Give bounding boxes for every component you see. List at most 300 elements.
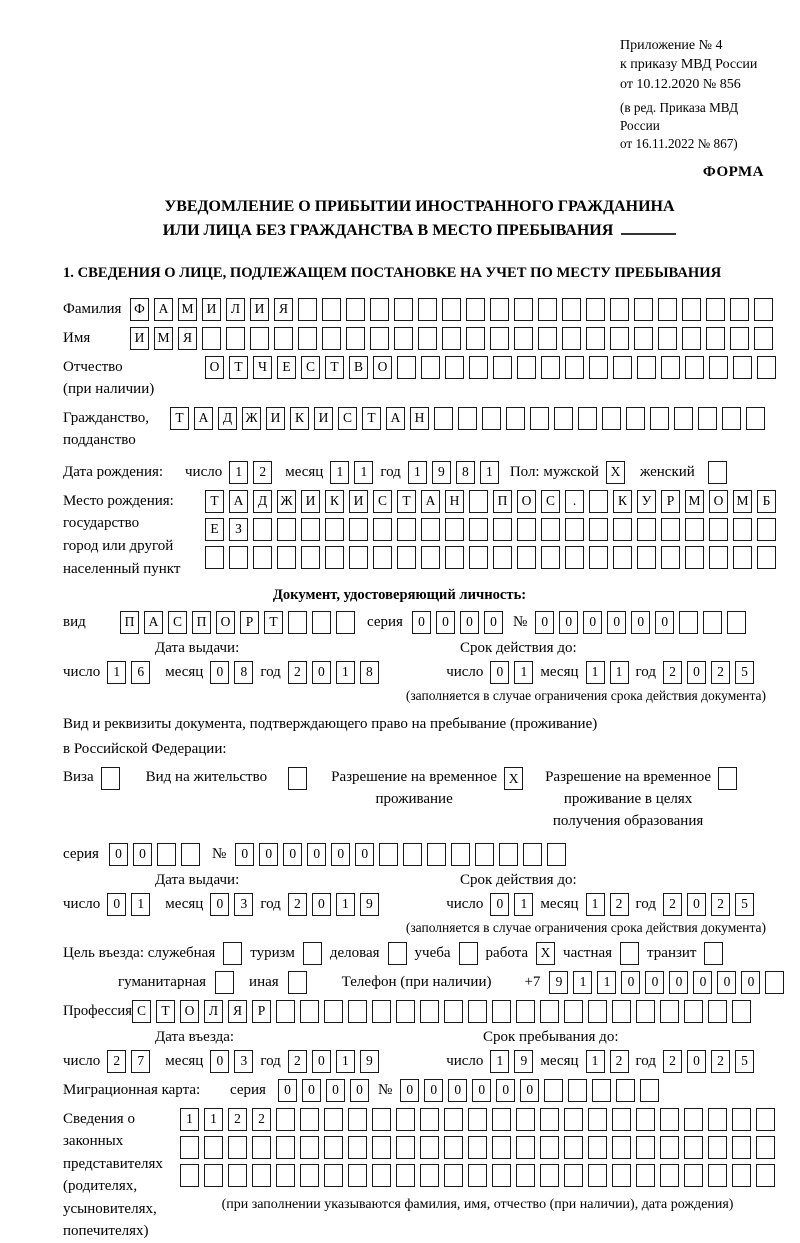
char-cell[interactable] bbox=[602, 407, 621, 430]
char-cell[interactable] bbox=[434, 407, 453, 430]
char-cell[interactable] bbox=[730, 298, 749, 321]
char-cell[interactable] bbox=[660, 1136, 679, 1159]
char-cell[interactable] bbox=[300, 1136, 319, 1159]
char-cell[interactable] bbox=[324, 1136, 343, 1159]
char-cell[interactable] bbox=[709, 518, 728, 541]
char-cell[interactable] bbox=[565, 546, 584, 569]
char-cell[interactable]: . bbox=[565, 490, 584, 513]
char-cell[interactable] bbox=[530, 407, 549, 430]
char-cell[interactable]: Н bbox=[410, 407, 429, 430]
char-cell[interactable] bbox=[325, 546, 344, 569]
char-cell[interactable] bbox=[444, 1164, 463, 1187]
char-cell[interactable] bbox=[718, 767, 737, 790]
char-cell[interactable] bbox=[684, 1136, 703, 1159]
char-cell[interactable]: С bbox=[168, 611, 187, 634]
char-cell[interactable]: М bbox=[733, 490, 752, 513]
char-cell[interactable] bbox=[466, 298, 485, 321]
char-cell[interactable]: А bbox=[144, 611, 163, 634]
char-cell[interactable] bbox=[228, 1164, 247, 1187]
char-cell[interactable]: X bbox=[504, 767, 523, 790]
char-cell[interactable] bbox=[708, 1000, 727, 1023]
char-cell[interactable] bbox=[588, 1108, 607, 1131]
char-cell[interactable]: 0 bbox=[687, 661, 706, 684]
char-cell[interactable]: 0 bbox=[424, 1079, 443, 1102]
char-cell[interactable] bbox=[388, 942, 407, 965]
char-cell[interactable] bbox=[541, 356, 560, 379]
char-cell[interactable] bbox=[372, 1108, 391, 1131]
char-cell[interactable] bbox=[288, 971, 307, 994]
char-cell[interactable]: С bbox=[132, 1000, 151, 1023]
char-cell[interactable] bbox=[685, 356, 704, 379]
char-cell[interactable] bbox=[468, 1164, 487, 1187]
char-cell[interactable]: 0 bbox=[693, 971, 712, 994]
char-cell[interactable] bbox=[756, 1108, 775, 1131]
char-cell[interactable] bbox=[589, 518, 608, 541]
char-cell[interactable] bbox=[588, 1000, 607, 1023]
char-cell[interactable] bbox=[704, 942, 723, 965]
char-cell[interactable] bbox=[469, 490, 488, 513]
char-cell[interactable] bbox=[372, 1164, 391, 1187]
char-cell[interactable] bbox=[420, 1108, 439, 1131]
char-cell[interactable]: 1 bbox=[336, 1050, 355, 1073]
char-cell[interactable]: Я bbox=[274, 298, 293, 321]
char-cell[interactable]: 5 bbox=[735, 1050, 754, 1073]
char-cell[interactable] bbox=[588, 1136, 607, 1159]
char-cell[interactable] bbox=[554, 407, 573, 430]
char-cell[interactable] bbox=[540, 1164, 559, 1187]
char-cell[interactable] bbox=[490, 327, 509, 350]
char-cell[interactable] bbox=[468, 1108, 487, 1131]
char-cell[interactable] bbox=[661, 546, 680, 569]
char-cell[interactable] bbox=[516, 1136, 535, 1159]
char-cell[interactable]: 2 bbox=[610, 1050, 629, 1073]
char-cell[interactable]: О bbox=[205, 356, 224, 379]
char-cell[interactable] bbox=[685, 546, 704, 569]
char-cell[interactable]: 9 bbox=[549, 971, 568, 994]
char-cell[interactable] bbox=[538, 298, 557, 321]
char-cell[interactable]: 0 bbox=[355, 843, 374, 866]
char-cell[interactable] bbox=[346, 327, 365, 350]
char-cell[interactable] bbox=[706, 327, 725, 350]
char-cell[interactable] bbox=[300, 1164, 319, 1187]
char-cell[interactable] bbox=[468, 1000, 487, 1023]
char-cell[interactable]: Т bbox=[397, 490, 416, 513]
char-cell[interactable] bbox=[685, 518, 704, 541]
char-cell[interactable] bbox=[420, 1164, 439, 1187]
char-cell[interactable]: Т bbox=[325, 356, 344, 379]
char-cell[interactable] bbox=[300, 1000, 319, 1023]
char-cell[interactable] bbox=[708, 1164, 727, 1187]
char-cell[interactable]: Т bbox=[205, 490, 224, 513]
char-cell[interactable] bbox=[215, 971, 234, 994]
char-cell[interactable] bbox=[516, 1108, 535, 1131]
char-cell[interactable]: Д bbox=[253, 490, 272, 513]
char-cell[interactable]: 0 bbox=[535, 611, 554, 634]
char-cell[interactable] bbox=[204, 1164, 223, 1187]
char-cell[interactable]: 7 bbox=[131, 1050, 150, 1073]
char-cell[interactable] bbox=[684, 1000, 703, 1023]
char-cell[interactable] bbox=[396, 1136, 415, 1159]
char-cell[interactable]: 2 bbox=[663, 893, 682, 916]
char-cell[interactable] bbox=[547, 843, 566, 866]
char-cell[interactable]: 0 bbox=[412, 611, 431, 634]
char-cell[interactable] bbox=[444, 1136, 463, 1159]
char-cell[interactable]: В bbox=[349, 356, 368, 379]
char-cell[interactable] bbox=[613, 546, 632, 569]
char-cell[interactable]: 8 bbox=[360, 661, 379, 684]
char-cell[interactable] bbox=[640, 1079, 659, 1102]
char-cell[interactable]: Д bbox=[218, 407, 237, 430]
char-cell[interactable] bbox=[420, 1000, 439, 1023]
char-cell[interactable]: 0 bbox=[326, 1079, 345, 1102]
char-cell[interactable]: 0 bbox=[583, 611, 602, 634]
char-cell[interactable] bbox=[517, 518, 536, 541]
char-cell[interactable]: 1 bbox=[490, 1050, 509, 1073]
char-cell[interactable]: 3 bbox=[234, 1050, 253, 1073]
char-cell[interactable] bbox=[418, 298, 437, 321]
char-cell[interactable] bbox=[636, 1136, 655, 1159]
char-cell[interactable] bbox=[180, 1164, 199, 1187]
char-cell[interactable]: X bbox=[606, 461, 625, 484]
char-cell[interactable] bbox=[492, 1164, 511, 1187]
char-cell[interactable] bbox=[324, 1108, 343, 1131]
char-cell[interactable]: 1 bbox=[586, 893, 605, 916]
char-cell[interactable] bbox=[754, 327, 773, 350]
char-cell[interactable] bbox=[578, 407, 597, 430]
char-cell[interactable] bbox=[565, 356, 584, 379]
char-cell[interactable] bbox=[445, 356, 464, 379]
char-cell[interactable] bbox=[276, 1164, 295, 1187]
char-cell[interactable] bbox=[564, 1108, 583, 1131]
char-cell[interactable] bbox=[373, 518, 392, 541]
char-cell[interactable]: 2 bbox=[107, 1050, 126, 1073]
char-cell[interactable]: 0 bbox=[448, 1079, 467, 1102]
char-cell[interactable] bbox=[468, 1136, 487, 1159]
char-cell[interactable] bbox=[660, 1164, 679, 1187]
char-cell[interactable]: Л bbox=[226, 298, 245, 321]
char-cell[interactable]: 2 bbox=[252, 1108, 271, 1131]
char-cell[interactable]: С bbox=[373, 490, 392, 513]
char-cell[interactable] bbox=[442, 327, 461, 350]
char-cell[interactable]: 2 bbox=[711, 893, 730, 916]
char-cell[interactable] bbox=[564, 1000, 583, 1023]
char-cell[interactable]: 6 bbox=[131, 661, 150, 684]
char-cell[interactable] bbox=[661, 356, 680, 379]
char-cell[interactable] bbox=[445, 518, 464, 541]
char-cell[interactable]: Р bbox=[661, 490, 680, 513]
char-cell[interactable] bbox=[288, 611, 307, 634]
char-cell[interactable] bbox=[746, 407, 765, 430]
char-cell[interactable]: 0 bbox=[259, 843, 278, 866]
char-cell[interactable] bbox=[493, 518, 512, 541]
char-cell[interactable]: К bbox=[325, 490, 344, 513]
char-cell[interactable] bbox=[397, 546, 416, 569]
char-cell[interactable] bbox=[349, 546, 368, 569]
char-cell[interactable] bbox=[336, 611, 355, 634]
char-cell[interactable] bbox=[276, 1108, 295, 1131]
char-cell[interactable] bbox=[757, 546, 776, 569]
char-cell[interactable] bbox=[253, 546, 272, 569]
char-cell[interactable] bbox=[514, 298, 533, 321]
char-cell[interactable]: 0 bbox=[109, 843, 128, 866]
char-cell[interactable]: 0 bbox=[436, 611, 455, 634]
char-cell[interactable]: О bbox=[216, 611, 235, 634]
char-cell[interactable] bbox=[517, 546, 536, 569]
char-cell[interactable] bbox=[348, 1108, 367, 1131]
char-cell[interactable] bbox=[322, 298, 341, 321]
char-cell[interactable] bbox=[568, 1079, 587, 1102]
char-cell[interactable] bbox=[727, 611, 746, 634]
char-cell[interactable] bbox=[517, 356, 536, 379]
char-cell[interactable] bbox=[658, 298, 677, 321]
char-cell[interactable] bbox=[421, 546, 440, 569]
char-cell[interactable] bbox=[658, 327, 677, 350]
char-cell[interactable]: С bbox=[301, 356, 320, 379]
char-cell[interactable] bbox=[403, 843, 422, 866]
char-cell[interactable]: О bbox=[517, 490, 536, 513]
char-cell[interactable] bbox=[396, 1108, 415, 1131]
char-cell[interactable] bbox=[298, 327, 317, 350]
char-cell[interactable] bbox=[733, 518, 752, 541]
char-cell[interactable]: Т bbox=[229, 356, 248, 379]
char-cell[interactable]: 2 bbox=[288, 1050, 307, 1073]
char-cell[interactable]: 2 bbox=[711, 661, 730, 684]
char-cell[interactable]: 1 bbox=[610, 661, 629, 684]
char-cell[interactable]: А bbox=[386, 407, 405, 430]
char-cell[interactable] bbox=[346, 298, 365, 321]
char-cell[interactable]: И bbox=[202, 298, 221, 321]
char-cell[interactable]: 2 bbox=[610, 893, 629, 916]
char-cell[interactable] bbox=[372, 1000, 391, 1023]
char-cell[interactable] bbox=[252, 1164, 271, 1187]
char-cell[interactable]: 0 bbox=[559, 611, 578, 634]
char-cell[interactable]: О bbox=[709, 490, 728, 513]
char-cell[interactable] bbox=[634, 298, 653, 321]
char-cell[interactable] bbox=[370, 327, 389, 350]
char-cell[interactable]: 1 bbox=[107, 661, 126, 684]
char-cell[interactable] bbox=[756, 1164, 775, 1187]
char-cell[interactable] bbox=[612, 1000, 631, 1023]
char-cell[interactable] bbox=[466, 327, 485, 350]
char-cell[interactable]: 0 bbox=[312, 893, 331, 916]
char-cell[interactable] bbox=[394, 298, 413, 321]
char-cell[interactable]: 1 bbox=[354, 461, 373, 484]
char-cell[interactable] bbox=[660, 1000, 679, 1023]
char-cell[interactable] bbox=[634, 327, 653, 350]
char-cell[interactable]: X bbox=[536, 942, 555, 965]
char-cell[interactable] bbox=[469, 518, 488, 541]
char-cell[interactable] bbox=[444, 1000, 463, 1023]
char-cell[interactable] bbox=[636, 1000, 655, 1023]
char-cell[interactable] bbox=[588, 1164, 607, 1187]
char-cell[interactable] bbox=[276, 1000, 295, 1023]
char-cell[interactable] bbox=[445, 546, 464, 569]
char-cell[interactable] bbox=[397, 356, 416, 379]
char-cell[interactable]: 2 bbox=[288, 893, 307, 916]
char-cell[interactable] bbox=[324, 1000, 343, 1023]
char-cell[interactable] bbox=[458, 407, 477, 430]
char-cell[interactable] bbox=[612, 1164, 631, 1187]
char-cell[interactable]: М bbox=[178, 298, 197, 321]
char-cell[interactable] bbox=[442, 298, 461, 321]
char-cell[interactable] bbox=[370, 298, 389, 321]
char-cell[interactable] bbox=[312, 611, 331, 634]
char-cell[interactable]: 0 bbox=[350, 1079, 369, 1102]
char-cell[interactable]: 0 bbox=[741, 971, 760, 994]
char-cell[interactable]: У bbox=[637, 490, 656, 513]
char-cell[interactable] bbox=[698, 407, 717, 430]
char-cell[interactable] bbox=[459, 942, 478, 965]
char-cell[interactable] bbox=[482, 407, 501, 430]
char-cell[interactable] bbox=[732, 1136, 751, 1159]
char-cell[interactable] bbox=[586, 298, 605, 321]
char-cell[interactable] bbox=[421, 518, 440, 541]
char-cell[interactable]: С bbox=[338, 407, 357, 430]
char-cell[interactable] bbox=[754, 298, 773, 321]
char-cell[interactable] bbox=[708, 461, 727, 484]
char-cell[interactable]: 9 bbox=[360, 893, 379, 916]
char-cell[interactable]: 9 bbox=[514, 1050, 533, 1073]
char-cell[interactable] bbox=[541, 518, 560, 541]
char-cell[interactable] bbox=[706, 298, 725, 321]
char-cell[interactable] bbox=[730, 327, 749, 350]
char-cell[interactable]: О bbox=[373, 356, 392, 379]
char-cell[interactable] bbox=[757, 518, 776, 541]
char-cell[interactable] bbox=[636, 1164, 655, 1187]
char-cell[interactable] bbox=[202, 327, 221, 350]
char-cell[interactable] bbox=[564, 1164, 583, 1187]
char-cell[interactable] bbox=[223, 942, 242, 965]
char-cell[interactable] bbox=[420, 1136, 439, 1159]
char-cell[interactable] bbox=[274, 327, 293, 350]
char-cell[interactable]: Т bbox=[156, 1000, 175, 1023]
char-cell[interactable] bbox=[204, 1136, 223, 1159]
char-cell[interactable]: 0 bbox=[645, 971, 664, 994]
char-cell[interactable] bbox=[612, 1136, 631, 1159]
char-cell[interactable]: И bbox=[266, 407, 285, 430]
char-cell[interactable] bbox=[679, 611, 698, 634]
char-cell[interactable]: 2 bbox=[711, 1050, 730, 1073]
char-cell[interactable] bbox=[613, 518, 632, 541]
char-cell[interactable]: 0 bbox=[307, 843, 326, 866]
char-cell[interactable] bbox=[324, 1164, 343, 1187]
char-cell[interactable] bbox=[469, 356, 488, 379]
char-cell[interactable] bbox=[544, 1079, 563, 1102]
char-cell[interactable]: 1 bbox=[180, 1108, 199, 1131]
char-cell[interactable] bbox=[427, 843, 446, 866]
char-cell[interactable]: 0 bbox=[400, 1079, 419, 1102]
char-cell[interactable]: 8 bbox=[456, 461, 475, 484]
char-cell[interactable]: 0 bbox=[687, 1050, 706, 1073]
char-cell[interactable] bbox=[708, 1136, 727, 1159]
char-cell[interactable] bbox=[298, 298, 317, 321]
char-cell[interactable]: 1 bbox=[586, 661, 605, 684]
char-cell[interactable]: 0 bbox=[312, 1050, 331, 1073]
char-cell[interactable]: А bbox=[421, 490, 440, 513]
char-cell[interactable]: 0 bbox=[331, 843, 350, 866]
char-cell[interactable] bbox=[277, 518, 296, 541]
char-cell[interactable] bbox=[492, 1136, 511, 1159]
char-cell[interactable] bbox=[722, 407, 741, 430]
char-cell[interactable]: 1 bbox=[408, 461, 427, 484]
char-cell[interactable] bbox=[709, 546, 728, 569]
char-cell[interactable] bbox=[538, 327, 557, 350]
char-cell[interactable]: Ж bbox=[277, 490, 296, 513]
char-cell[interactable] bbox=[732, 1000, 751, 1023]
char-cell[interactable]: И bbox=[250, 298, 269, 321]
char-cell[interactable]: 1 bbox=[597, 971, 616, 994]
char-cell[interactable] bbox=[733, 546, 752, 569]
char-cell[interactable]: 0 bbox=[717, 971, 736, 994]
char-cell[interactable]: А bbox=[194, 407, 213, 430]
char-cell[interactable] bbox=[733, 356, 752, 379]
char-cell[interactable] bbox=[493, 356, 512, 379]
char-cell[interactable] bbox=[226, 327, 245, 350]
char-cell[interactable] bbox=[421, 356, 440, 379]
char-cell[interactable] bbox=[348, 1000, 367, 1023]
char-cell[interactable]: 2 bbox=[288, 661, 307, 684]
char-cell[interactable]: 0 bbox=[302, 1079, 321, 1102]
char-cell[interactable] bbox=[250, 327, 269, 350]
char-cell[interactable]: К bbox=[290, 407, 309, 430]
char-cell[interactable] bbox=[612, 1108, 631, 1131]
char-cell[interactable] bbox=[562, 327, 581, 350]
char-cell[interactable]: К bbox=[613, 490, 632, 513]
char-cell[interactable] bbox=[516, 1164, 535, 1187]
char-cell[interactable] bbox=[276, 1136, 295, 1159]
char-cell[interactable]: 0 bbox=[235, 843, 254, 866]
char-cell[interactable] bbox=[492, 1000, 511, 1023]
char-cell[interactable] bbox=[444, 1108, 463, 1131]
char-cell[interactable]: 1 bbox=[514, 893, 533, 916]
char-cell[interactable]: 0 bbox=[607, 611, 626, 634]
char-cell[interactable]: 0 bbox=[133, 843, 152, 866]
char-cell[interactable]: И bbox=[130, 327, 149, 350]
char-cell[interactable] bbox=[379, 843, 398, 866]
char-cell[interactable] bbox=[626, 407, 645, 430]
char-cell[interactable] bbox=[661, 518, 680, 541]
char-cell[interactable] bbox=[301, 546, 320, 569]
char-cell[interactable] bbox=[589, 490, 608, 513]
char-cell[interactable] bbox=[732, 1164, 751, 1187]
char-cell[interactable]: 5 bbox=[735, 893, 754, 916]
char-cell[interactable]: 0 bbox=[631, 611, 650, 634]
char-cell[interactable] bbox=[157, 843, 176, 866]
char-cell[interactable] bbox=[586, 327, 605, 350]
char-cell[interactable] bbox=[765, 971, 784, 994]
char-cell[interactable]: Р bbox=[252, 1000, 271, 1023]
char-cell[interactable]: И bbox=[301, 490, 320, 513]
char-cell[interactable]: 1 bbox=[131, 893, 150, 916]
char-cell[interactable]: Б bbox=[757, 490, 776, 513]
char-cell[interactable] bbox=[229, 546, 248, 569]
char-cell[interactable]: Я bbox=[228, 1000, 247, 1023]
char-cell[interactable] bbox=[562, 298, 581, 321]
char-cell[interactable]: 9 bbox=[432, 461, 451, 484]
char-cell[interactable] bbox=[490, 298, 509, 321]
char-cell[interactable]: О bbox=[180, 1000, 199, 1023]
char-cell[interactable] bbox=[418, 327, 437, 350]
char-cell[interactable] bbox=[540, 1108, 559, 1131]
char-cell[interactable]: 0 bbox=[278, 1079, 297, 1102]
char-cell[interactable] bbox=[396, 1164, 415, 1187]
char-cell[interactable]: 2 bbox=[663, 1050, 682, 1073]
char-cell[interactable]: 0 bbox=[687, 893, 706, 916]
char-cell[interactable] bbox=[523, 843, 542, 866]
char-cell[interactable]: И bbox=[314, 407, 333, 430]
char-cell[interactable] bbox=[348, 1136, 367, 1159]
char-cell[interactable]: 0 bbox=[669, 971, 688, 994]
